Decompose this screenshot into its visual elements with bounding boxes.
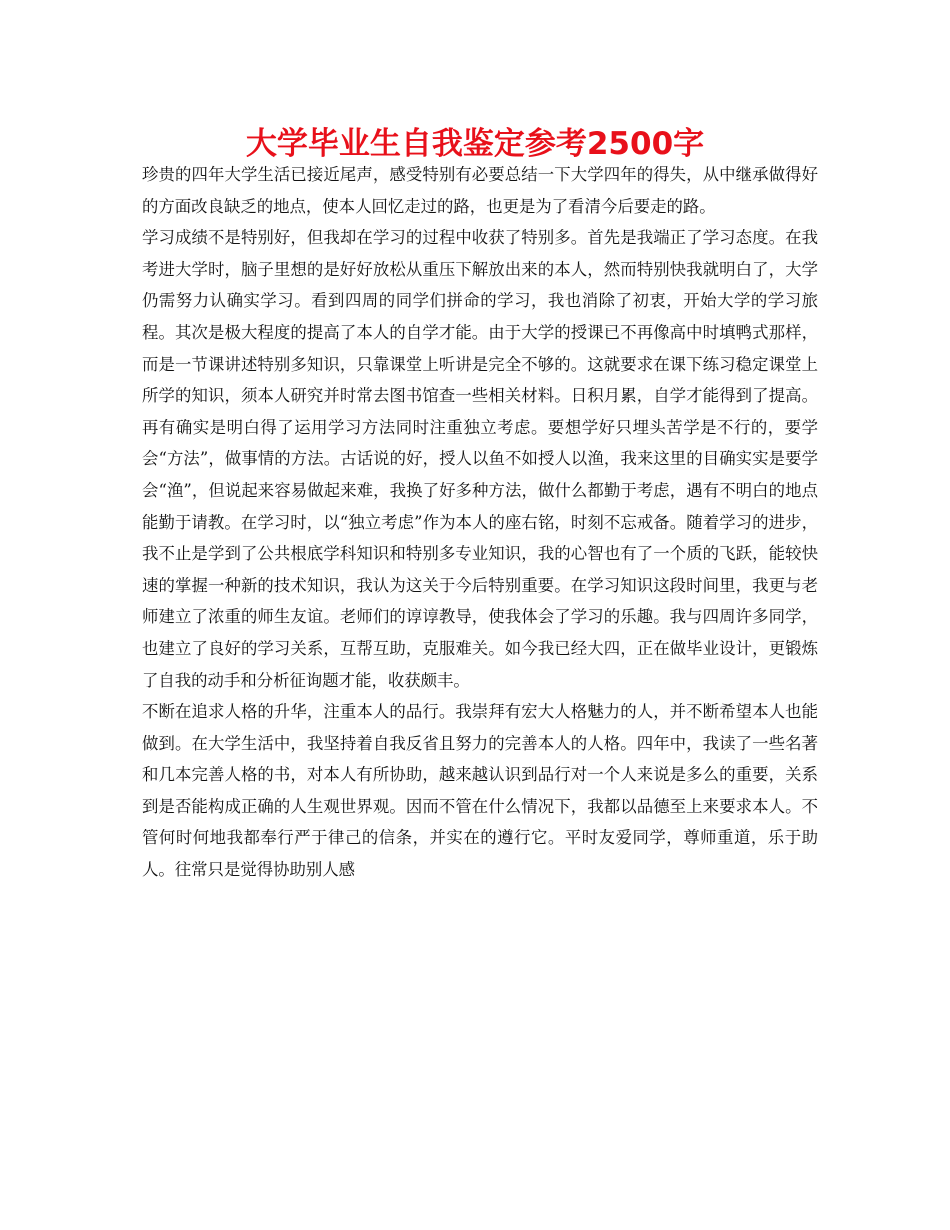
document-title: 大学毕业生自我鉴定参考2500字	[245, 126, 705, 162]
paragraph-intro: 珍贵的四年大学生活已接近尾声，感受特别有必要总结一下大学四年的得失，从中继承做得好的方面改良缺乏的地点，使本人回忆走过的路，也更是为了看清今后要走的路。	[142, 165, 818, 216]
paragraph-study: 学习成绩不是特别好，但我却在学习的过程中收获了特别多。首先是我端正了学习态度。在我考进大学时，脑子里想的是好好放松从重压下解放出来的本人，然而特别快我就明白了，大学仍需努力认确实学习。看到四周的同学们拼命的学习，我也消除了初衷，开始大学的学习旅程。其次是极大程度的提高了本人的自学才能。由于大学的授课已不再像高中时填鸭式那样，而是一节课讲述特别多知识，只靠课堂上听讲是完全不够的。这就要求在课下练习稳定课堂上所学的知识，须本人研究并时常去图书馆查一些相关材料。日积月累，自学才能得到了提高。再有确实是明白得了运用学习方法同时注重独立考虑。要想学好只埋头苦学是不行的，要学会“方法”，做事情的方法。古话说的好，授人以鱼不如授人以渔，我来这里的目确实实是要学会“渔”，但说起来容易做起来难，我换了好多种方法，做什么都勤于考虑，遇有不明白的地点能勤于请教。在学习时，以“独立考虑”作为本人的座右铭，时刻不忘戒备。随着学习的进步，我不止是学到了公共根底学科知识和特别多专业知识，我的心智也有了一个质的飞跃，能较快速的掌握一种新的技术知识，我认为这关于今后特别重要。在学习知识这段时间里，我更与老师建立了浓重的师生友谊。老师们的谆谆教导，使我体会了学习的乐趣。我与四周许多同学，也建立了良好的学习关系，互帮互助，克服难关。如今我已经大四，正在做毕业设计，更锻炼了自我的动手和分析征询题才能，收获颇丰。	[142, 228, 818, 690]
document-body	[142, 159, 818, 886]
paragraph-character: 不断在追求人格的升华，注重本人的品行。我崇拜有宏大人格魅力的人，并不断希望本人也能做到。在大学生活中，我坚持着自我反省且努力的完善本人的人格。四年中，我读了一些名著和几本完善人格的书，对本人有所协助，越来越认识到品行对一个人来说是多么的重要，关系到是否能构成正确的人生观世界观。因而不管在什么情况下，我都以品德至上来要求本人。不管何时何地我都奉行严于律己的信条，并实在的遵行它。平时友爱同学，尊师重道，乐于助人。往常只是觉得协助别人感	[142, 702, 818, 880]
